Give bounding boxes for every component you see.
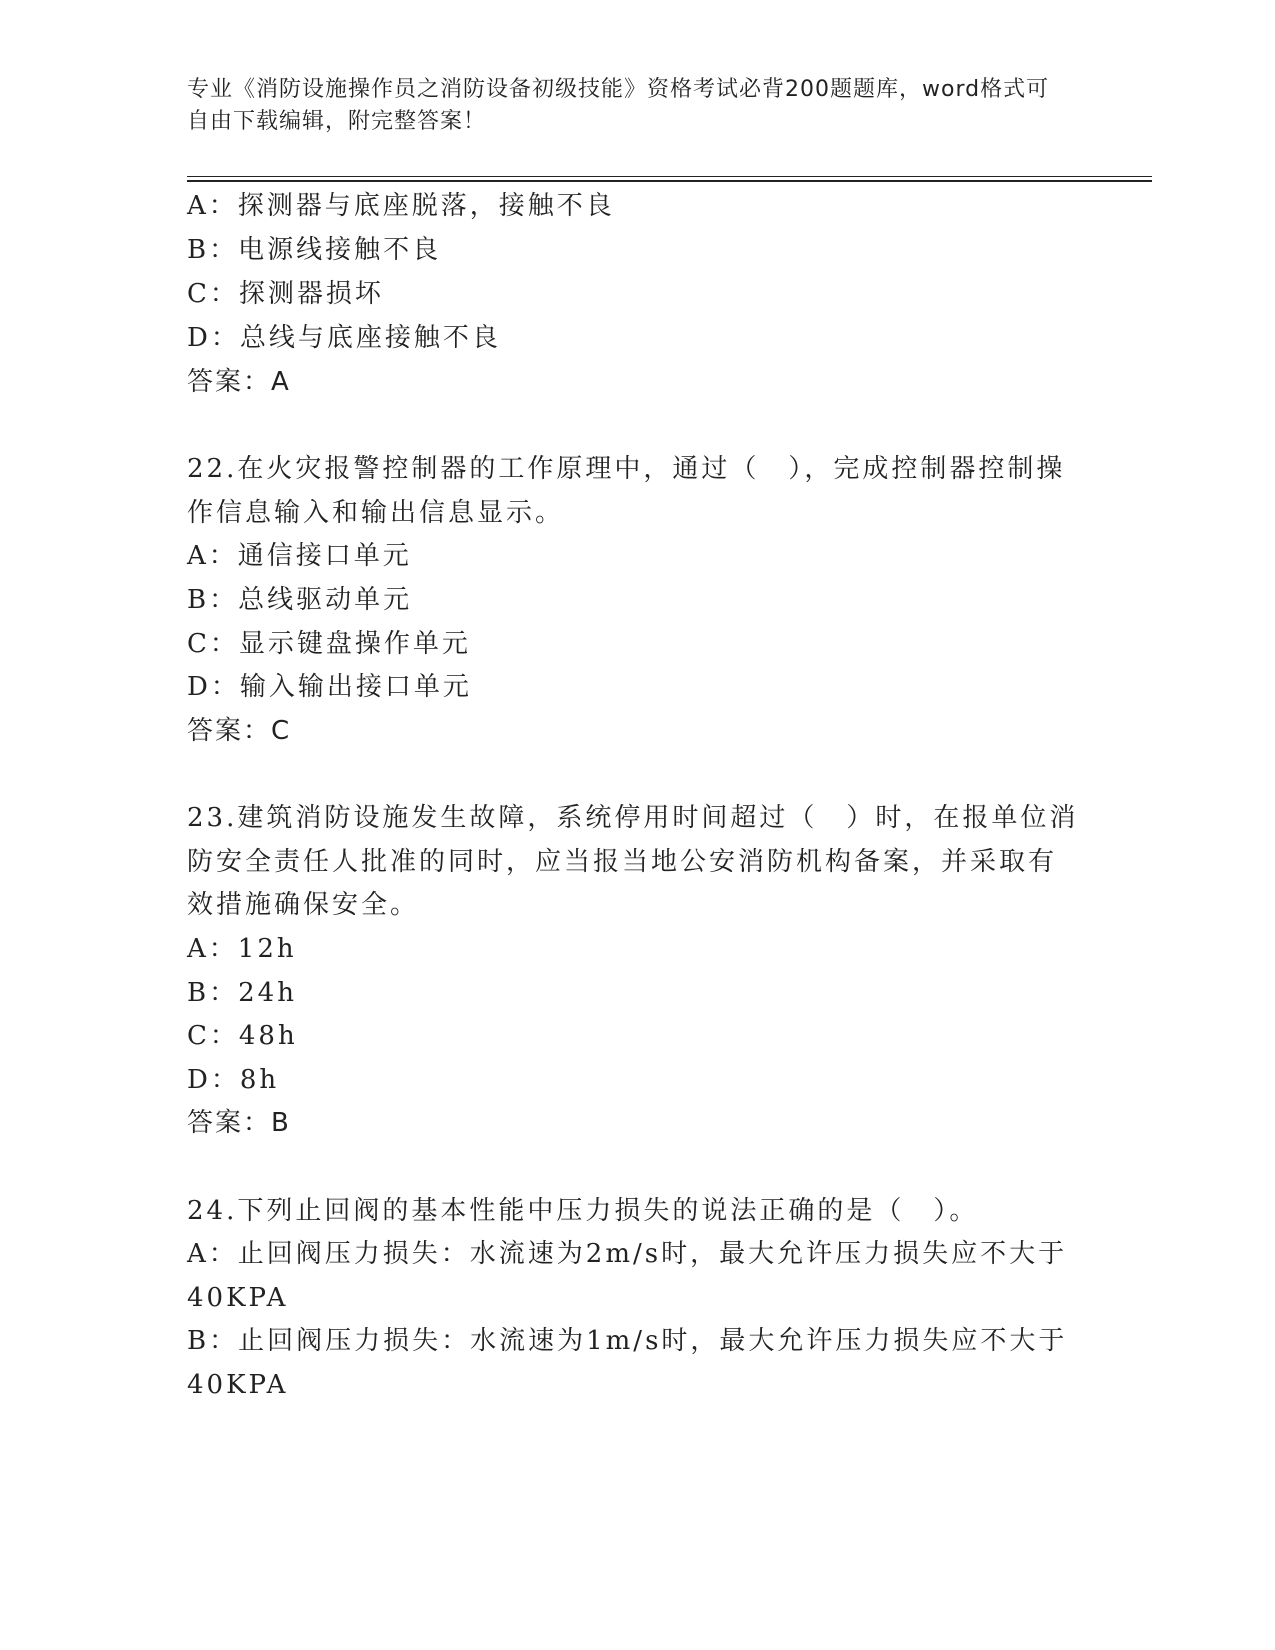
q23-option-b: B：24h	[187, 978, 297, 1008]
q21-option-b: B：电源线接触不良	[187, 235, 442, 265]
q23-stem-line-3: 效措施确保安全。	[187, 890, 420, 920]
q21-answer: 答案：A	[187, 367, 291, 397]
q24-option-a-continued: 40KPA	[187, 1283, 289, 1313]
q23-stem-line-1: 23.建筑消防设施发生故障，系统停用时间超过（ ）时，在报单位消	[187, 803, 1079, 833]
q22-option-a: A：通信接口单元	[187, 541, 412, 571]
q22-answer: 答案：C	[187, 716, 292, 746]
header-divider-thick	[187, 180, 1152, 182]
q22-option-d: D：输入输出接口单元	[187, 672, 472, 702]
document-header: 专业《消防设施操作员之消防设备初级技能》资格考试必背200题题库，word格式可自由下载编辑，附完整答案！	[187, 77, 1050, 134]
q22-option-c: C：显示键盘操作单元	[187, 629, 471, 659]
q23-answer: 答案：B	[187, 1108, 291, 1138]
q21-option-c: C：探测器损坏	[187, 279, 384, 309]
q22-stem-line-2: 作信息输入和输出信息显示。	[187, 498, 565, 528]
q21-option-a: A：探测器与底座脱落，接触不良	[187, 191, 615, 221]
q22-option-b: B：总线驱动单元	[187, 585, 413, 615]
q24-stem-line-1: 24.下列止回阀的基本性能中压力损失的说法正确的是（ ）。	[187, 1196, 979, 1226]
q21-option-d: D：总线与底座接触不良	[187, 323, 501, 353]
q24-option-a: A：止回阀压力损失：水流速为2m/s时，最大允许压力损失应不大于	[187, 1239, 1068, 1269]
q22-stem-line-1: 22.在火灾报警控制器的工作原理中，通过（ ），完成控制器控制操	[187, 454, 1066, 484]
q23-option-a: A：12h	[187, 934, 297, 964]
q23-stem-line-2: 防安全责任人批准的同时，应当报当地公安消防机构备案，并采取有	[187, 847, 1058, 877]
q23-option-d: D：8h	[187, 1065, 280, 1095]
q23-option-c: C：48h	[187, 1021, 298, 1051]
q24-option-b-continued: 40KPA	[187, 1370, 289, 1400]
header-divider-thin	[187, 176, 1152, 177]
q24-option-b: B：止回阀压力损失：水流速为1m/s时，最大允许压力损失应不大于	[187, 1326, 1068, 1356]
